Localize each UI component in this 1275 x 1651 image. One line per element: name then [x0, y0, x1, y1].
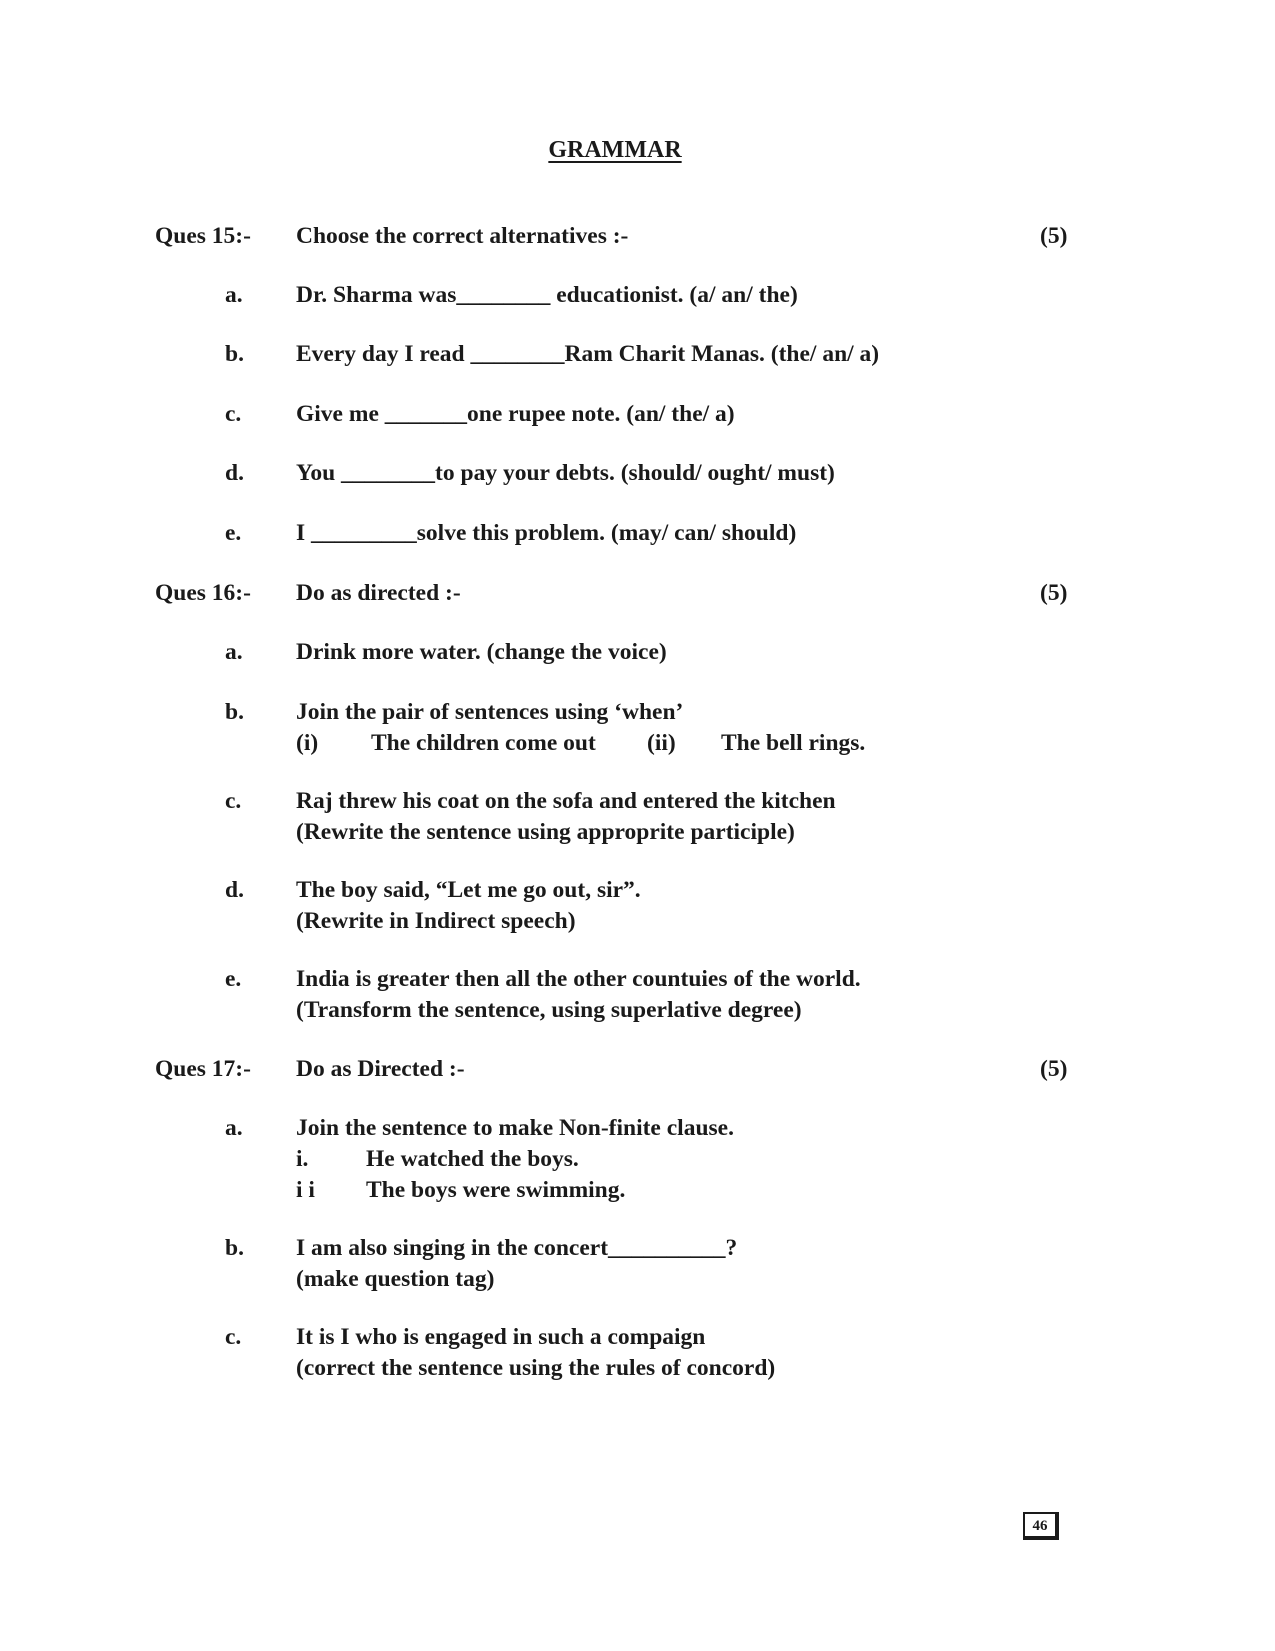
item-text: You ________to pay your debts. (should/ ought/ must): [296, 460, 835, 486]
item-text: The boy said, “Let me go out, sir”.: [296, 877, 641, 903]
item-label: a.: [225, 1115, 243, 1141]
item-label: b.: [225, 1235, 244, 1261]
item-text: Drink more water. (change the voice): [296, 639, 667, 665]
item-text: Give me _______one rupee note. (an/ the/ a): [296, 401, 735, 427]
item-text: India is greater then all the other countuies of the world.: [296, 966, 861, 992]
item-text: I am also singing in the concert__________?: [296, 1235, 738, 1261]
sub-number: i.: [296, 1146, 309, 1172]
item-text: Join the pair of sentences using ‘when’: [296, 699, 684, 725]
item-instruction: (Rewrite in Indirect speech): [296, 908, 576, 934]
question-number: Ques 16:-: [155, 580, 251, 606]
question-instruction: Choose the correct alternatives :-: [296, 223, 629, 249]
item-text: Raj threw his coat on the sofa and entered the kitchen: [296, 788, 836, 814]
item-text: Dr. Sharma was________ educationist. (a/ an/ the): [296, 282, 798, 308]
item-text: Every day I read ________Ram Charit Manas. (the/ an/ a): [296, 341, 880, 367]
sub-text: The boys were swimming.: [366, 1177, 626, 1203]
pair-sentence-1: The children come out: [371, 730, 596, 756]
item-text: Join the sentence to make Non-finite clause.: [296, 1115, 734, 1141]
page-title: GRAMMAR: [548, 137, 682, 163]
item-label: e.: [225, 966, 242, 992]
item-instruction: (correct the sentence using the rules of concord): [296, 1355, 776, 1381]
question-marks: (5): [1040, 580, 1068, 606]
item-label: c.: [225, 401, 242, 427]
sub-sentence: [296, 1144, 1086, 1175]
item-instruction: (Rewrite the sentence using approprite participle): [296, 819, 795, 845]
question-number: Ques 17:-: [155, 1056, 251, 1082]
item-label: a.: [225, 639, 243, 665]
item-label: d.: [225, 460, 244, 486]
question-17-header: [155, 1054, 1075, 1084]
sub-sentence: [296, 1175, 1086, 1206]
page-number: 46: [1023, 1512, 1059, 1540]
item-text: I _________solve this problem. (may/ can/ should): [296, 520, 797, 546]
item-label: c.: [225, 1324, 242, 1350]
item-instruction: (make question tag): [296, 1266, 495, 1292]
sentence-pair: [296, 728, 1086, 759]
question-instruction: Do as Directed :-: [296, 1056, 465, 1082]
pair-number-1: (i): [296, 730, 319, 756]
pair-number-2: (ii): [647, 730, 676, 756]
item-label: d.: [225, 877, 244, 903]
item-label: e.: [225, 520, 242, 546]
question-marks: (5): [1040, 1056, 1068, 1082]
item-instruction: (Transform the sentence, using superlative degree): [296, 997, 802, 1023]
sub-text: He watched the boys.: [366, 1146, 579, 1172]
item-label: b.: [225, 699, 244, 725]
item-text: It is I who is engaged in such a compaign: [296, 1324, 706, 1350]
sub-number: i i: [296, 1177, 315, 1203]
item-label: c.: [225, 788, 242, 814]
item-label: a.: [225, 282, 243, 308]
question-marks: (5): [1040, 223, 1068, 249]
pair-sentence-2: The bell rings.: [721, 730, 866, 756]
question-15-header: [155, 221, 1075, 251]
item-label: b.: [225, 341, 244, 367]
question-number: Ques 15:-: [155, 223, 251, 249]
question-instruction: Do as directed :-: [296, 580, 461, 606]
question-16-header: [155, 578, 1075, 608]
